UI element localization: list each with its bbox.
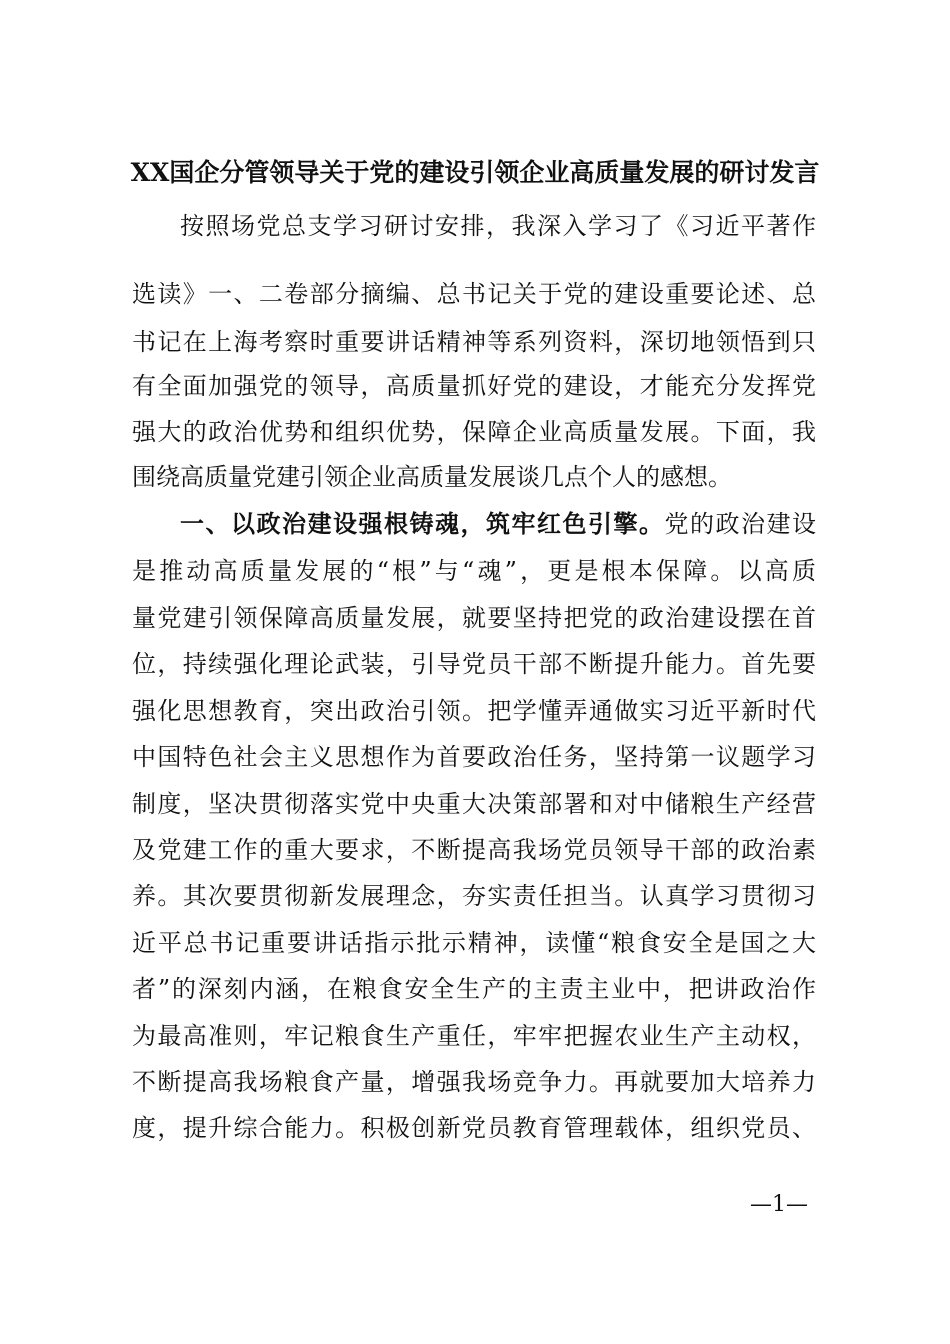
text-line: 近平总书记重要讲话指示批示精神，读懂“粮食安全是国之大 xyxy=(132,929,816,957)
text-line: 为最高准则，牢记粮食生产重任，牢牢把握农业生产主动权， xyxy=(132,1022,816,1050)
section-heading: 一、以政治建设强根铸魂，筑牢红色引擎。 xyxy=(180,509,665,538)
text-line: 及党建工作的重大要求，不断提高我场党员领导干部的政治素 xyxy=(132,836,816,864)
text-line: 者”的深刻内涵，在粮食安全生产的主责主业中，把讲政治作 xyxy=(132,975,816,1003)
text-line: 选读》一、二卷部分摘编、总书记关于党的建设重要论述、总 xyxy=(132,280,816,308)
text-line: 制度，坚决贯彻落实党中央重大决策部署和对中储粮生产经营 xyxy=(132,790,816,818)
page-number: —1— xyxy=(750,1192,808,1217)
text-line: 强化思想教育，突出政治引领。把学懂弄通做实习近平新时代 xyxy=(132,697,816,725)
text-line: 量党建引领保障高质量发展，就要坚持把党的政治建设摆在首 xyxy=(132,604,816,632)
text-line: 位，持续强化理论武装，引导党员干部不断提升能力。首先要 xyxy=(132,650,816,678)
text-line: 有全面加强党的领导，高质量抓好党的建设，才能充分发挥党 xyxy=(132,372,816,400)
text-line: 度，提升综合能力。积极创新党员教育管理载体，组织党员、 xyxy=(132,1114,816,1142)
text-line: 养。其次要贯彻新发展理念，夯实责任担当。认真学习贯彻习 xyxy=(132,882,816,910)
text-line: 围绕高质量党建引领企业高质量发展谈几点个人的感想。 xyxy=(132,463,732,491)
text-line: 强大的政治优势和组织优势，保障企业高质量发展。下面，我 xyxy=(132,418,816,446)
text-line: 是推动高质量发展的“根”与“魂”，更是根本保障。以高质 xyxy=(132,557,816,585)
text-span: 党的政治建设 xyxy=(664,510,816,538)
text-line: 书记在上海考察时重要讲话精神等系列资料，深切地领悟到只 xyxy=(132,328,816,356)
text-line: 中国特色社会主义思想作为首要政治任务，坚持第一议题学习 xyxy=(132,743,816,771)
text-line xyxy=(180,504,816,544)
text-line: 按照场党总支学习研讨安排，我深入学习了《习近平著作 xyxy=(180,212,816,240)
text-line: 不断提高我场粮食产量，增强我场竞争力。再就要加大培养力 xyxy=(132,1068,816,1096)
page-title: XX国企分管领导关于党的建设引领企业高质量发展的研讨发言 xyxy=(130,158,820,187)
